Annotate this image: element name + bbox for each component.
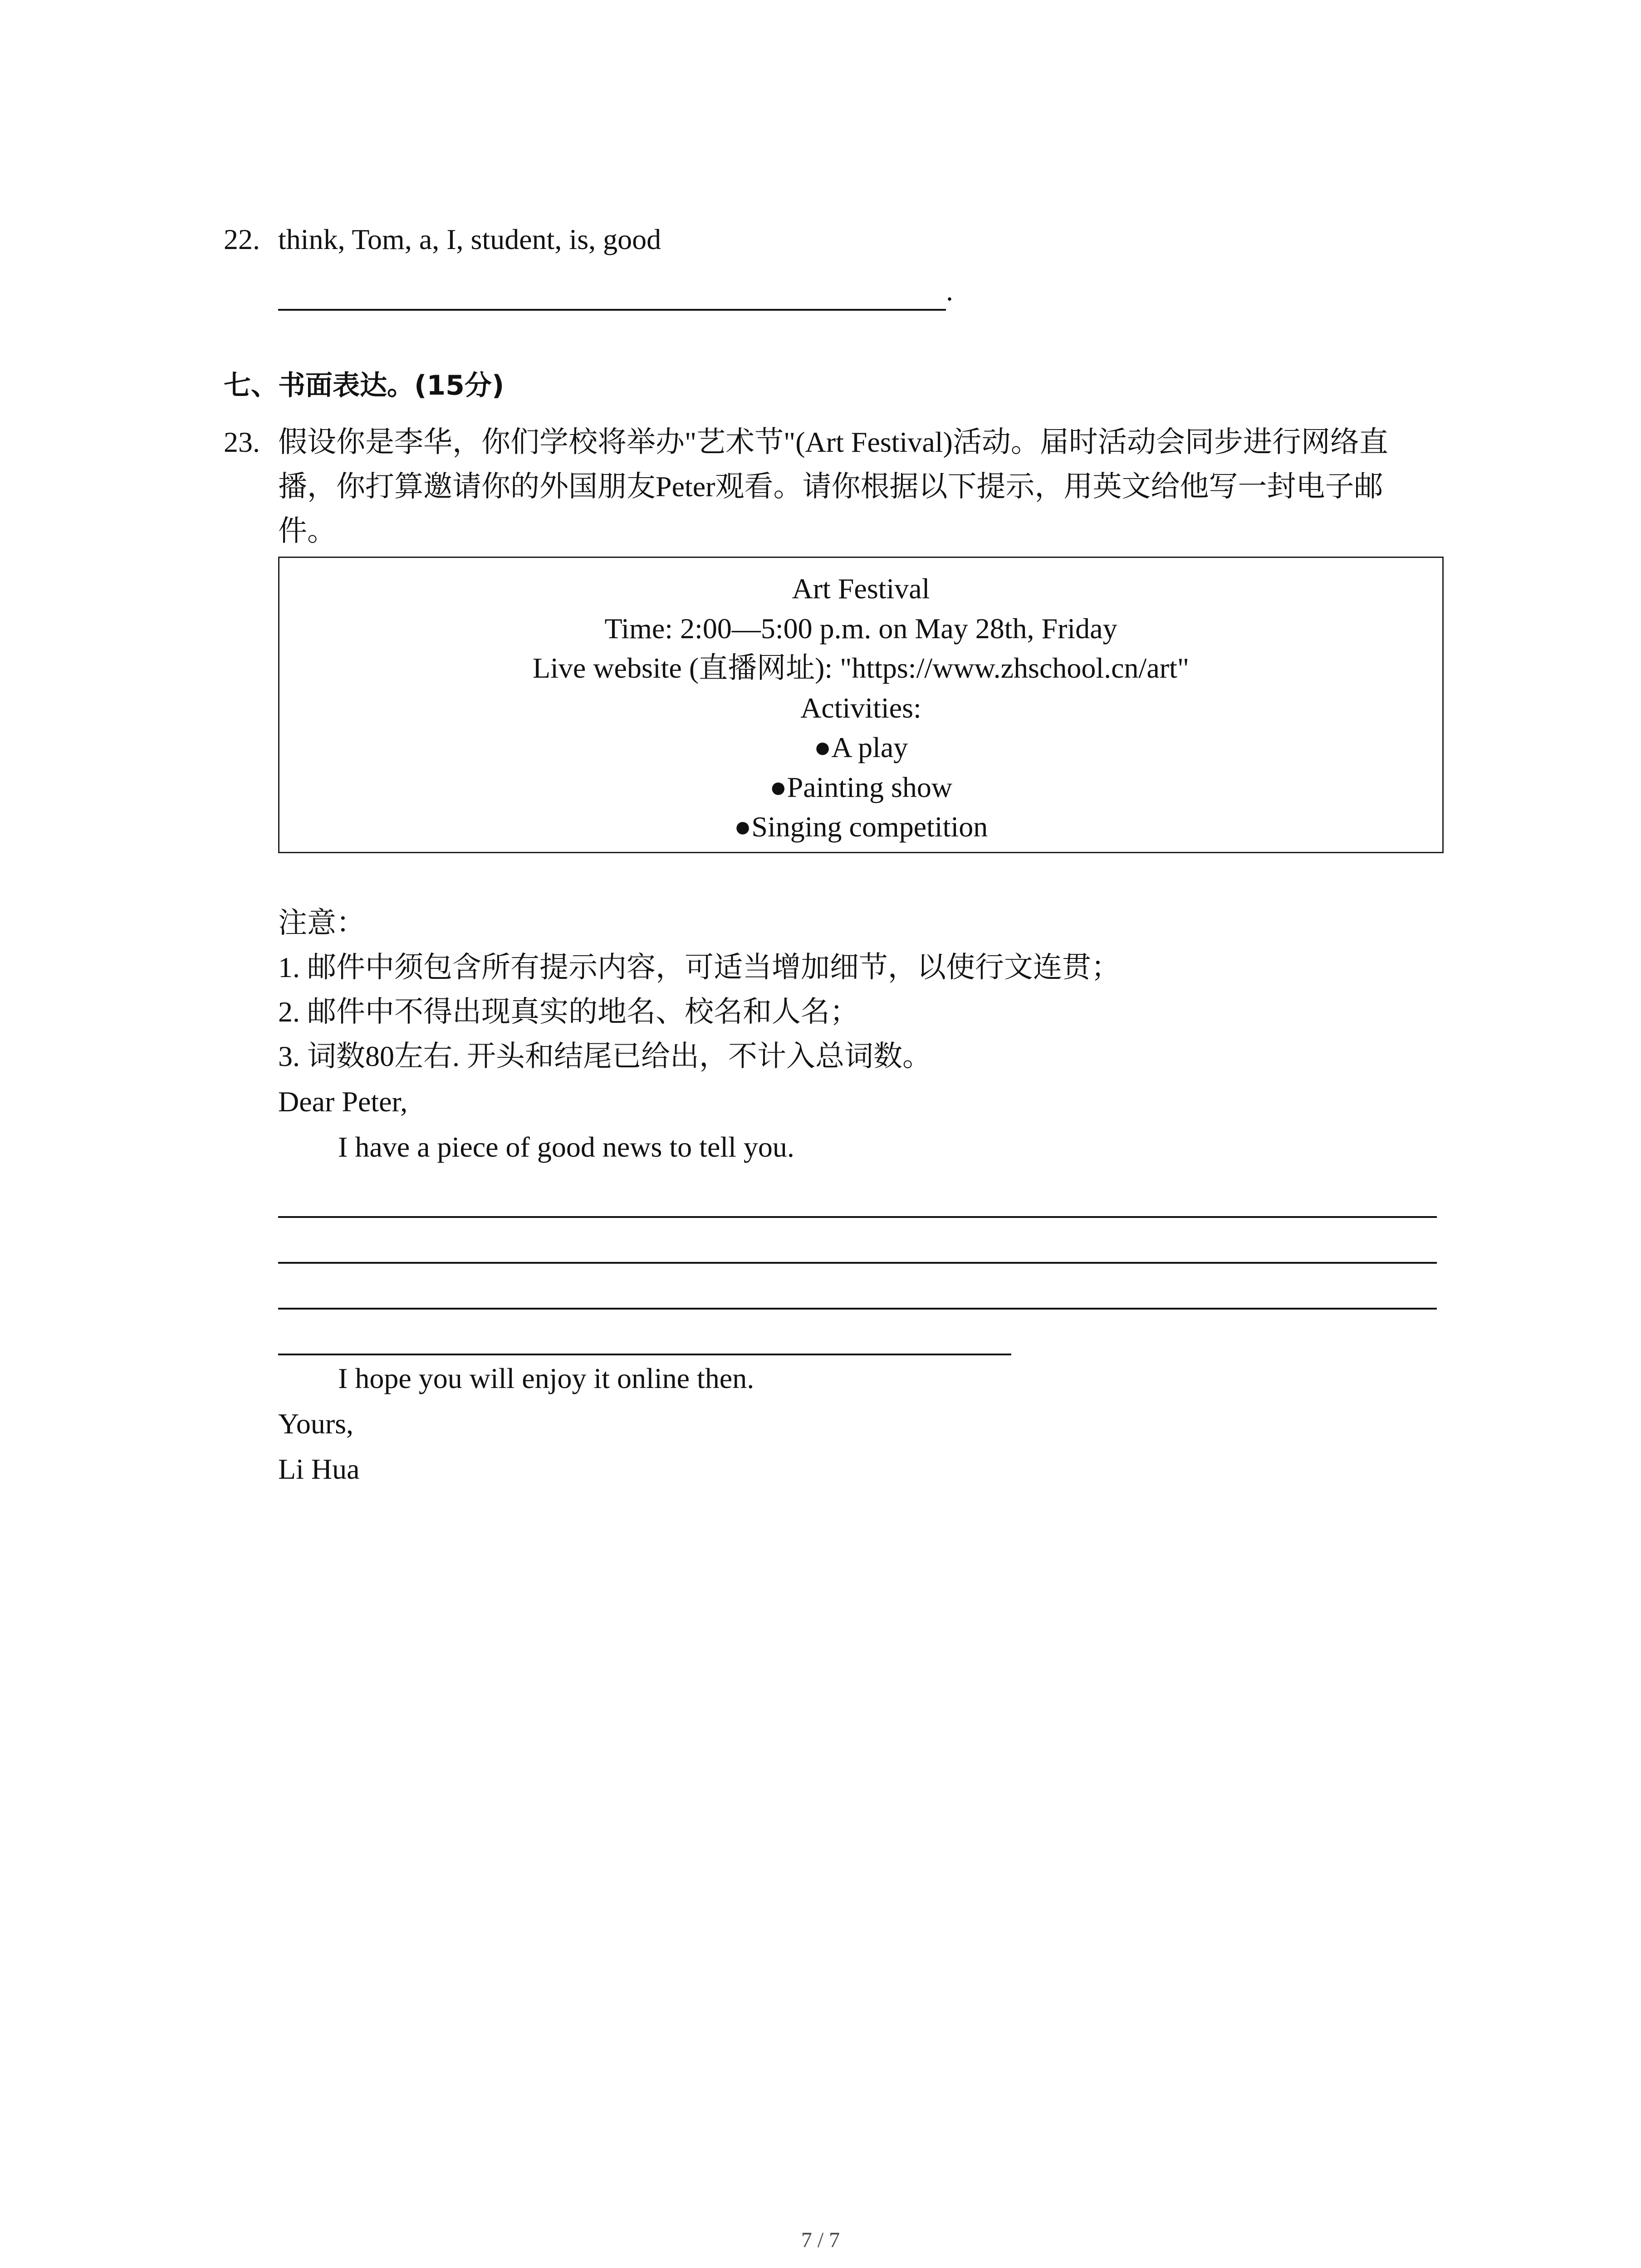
note-item: 3. 词数80左右. 开头和结尾已给出，不计入总词数。 <box>278 1040 931 1072</box>
note-item: 2. 邮件中不得出现真实的地名、校名和人名； <box>278 996 859 1028</box>
letter-greeting: Dear Peter, <box>278 1085 408 1118</box>
box-activity-item: ●Singing competition <box>734 811 988 843</box>
box-activity-item: ●A play <box>813 731 908 763</box>
note-item: 1. 邮件中须包含所有提示内容，可适当增加细节，以使行文连贯； <box>278 951 1120 983</box>
box-time: Time: 2:00—5:00 p.m. on May 28th, Friday <box>604 612 1117 645</box>
question-22-number: 22. <box>224 223 260 255</box>
letter-opening: I have a piece of good news to tell you. <box>338 1131 794 1163</box>
question-23-prompt-line-2: 播，你打算邀请你的外国朋友Peter观看。请你根据以下提示，用英文给他写一封电子邮 <box>278 470 1383 503</box>
box-activity-item: ●Painting show <box>769 771 953 803</box>
question-23-number: 23. <box>224 426 260 458</box>
question-23-prompt-line-3: 件。 <box>278 515 336 547</box>
question-23-prompt-line-1: 假设你是李华，你们学校将举办"艺术节"(Art Festival)活动。届时活动会同步进行网络直 <box>278 426 1388 458</box>
letter-signoff: Yours, <box>278 1408 354 1440</box>
letter-answer-line[interactable] <box>278 1308 1437 1310</box>
question-22-answer-line[interactable] <box>278 309 946 311</box>
box-title: Art Festival <box>792 572 930 605</box>
page-number: 7 / 7 <box>801 2228 840 2252</box>
question-22-words: think, Tom, a, I, student, is, good <box>278 223 661 255</box>
box-activities-label: Activities: <box>800 692 921 724</box>
letter-answer-line[interactable] <box>278 1216 1437 1218</box>
section-7-heading: 七、书面表达。(15分) <box>224 370 505 401</box>
letter-closing: I hope you will enjoy it online then. <box>338 1362 754 1394</box>
box-website: Live website (直播网址): "https://www.zhschool.cn/art" <box>533 652 1189 684</box>
letter-answer-line[interactable] <box>278 1354 1011 1355</box>
question-22-end-mark: . <box>946 274 953 307</box>
letter-signature: Li Hua <box>278 1453 360 1485</box>
notes-label: 注意： <box>278 907 365 939</box>
letter-answer-line[interactable] <box>278 1262 1437 1264</box>
art-festival-info-box <box>278 557 1444 853</box>
